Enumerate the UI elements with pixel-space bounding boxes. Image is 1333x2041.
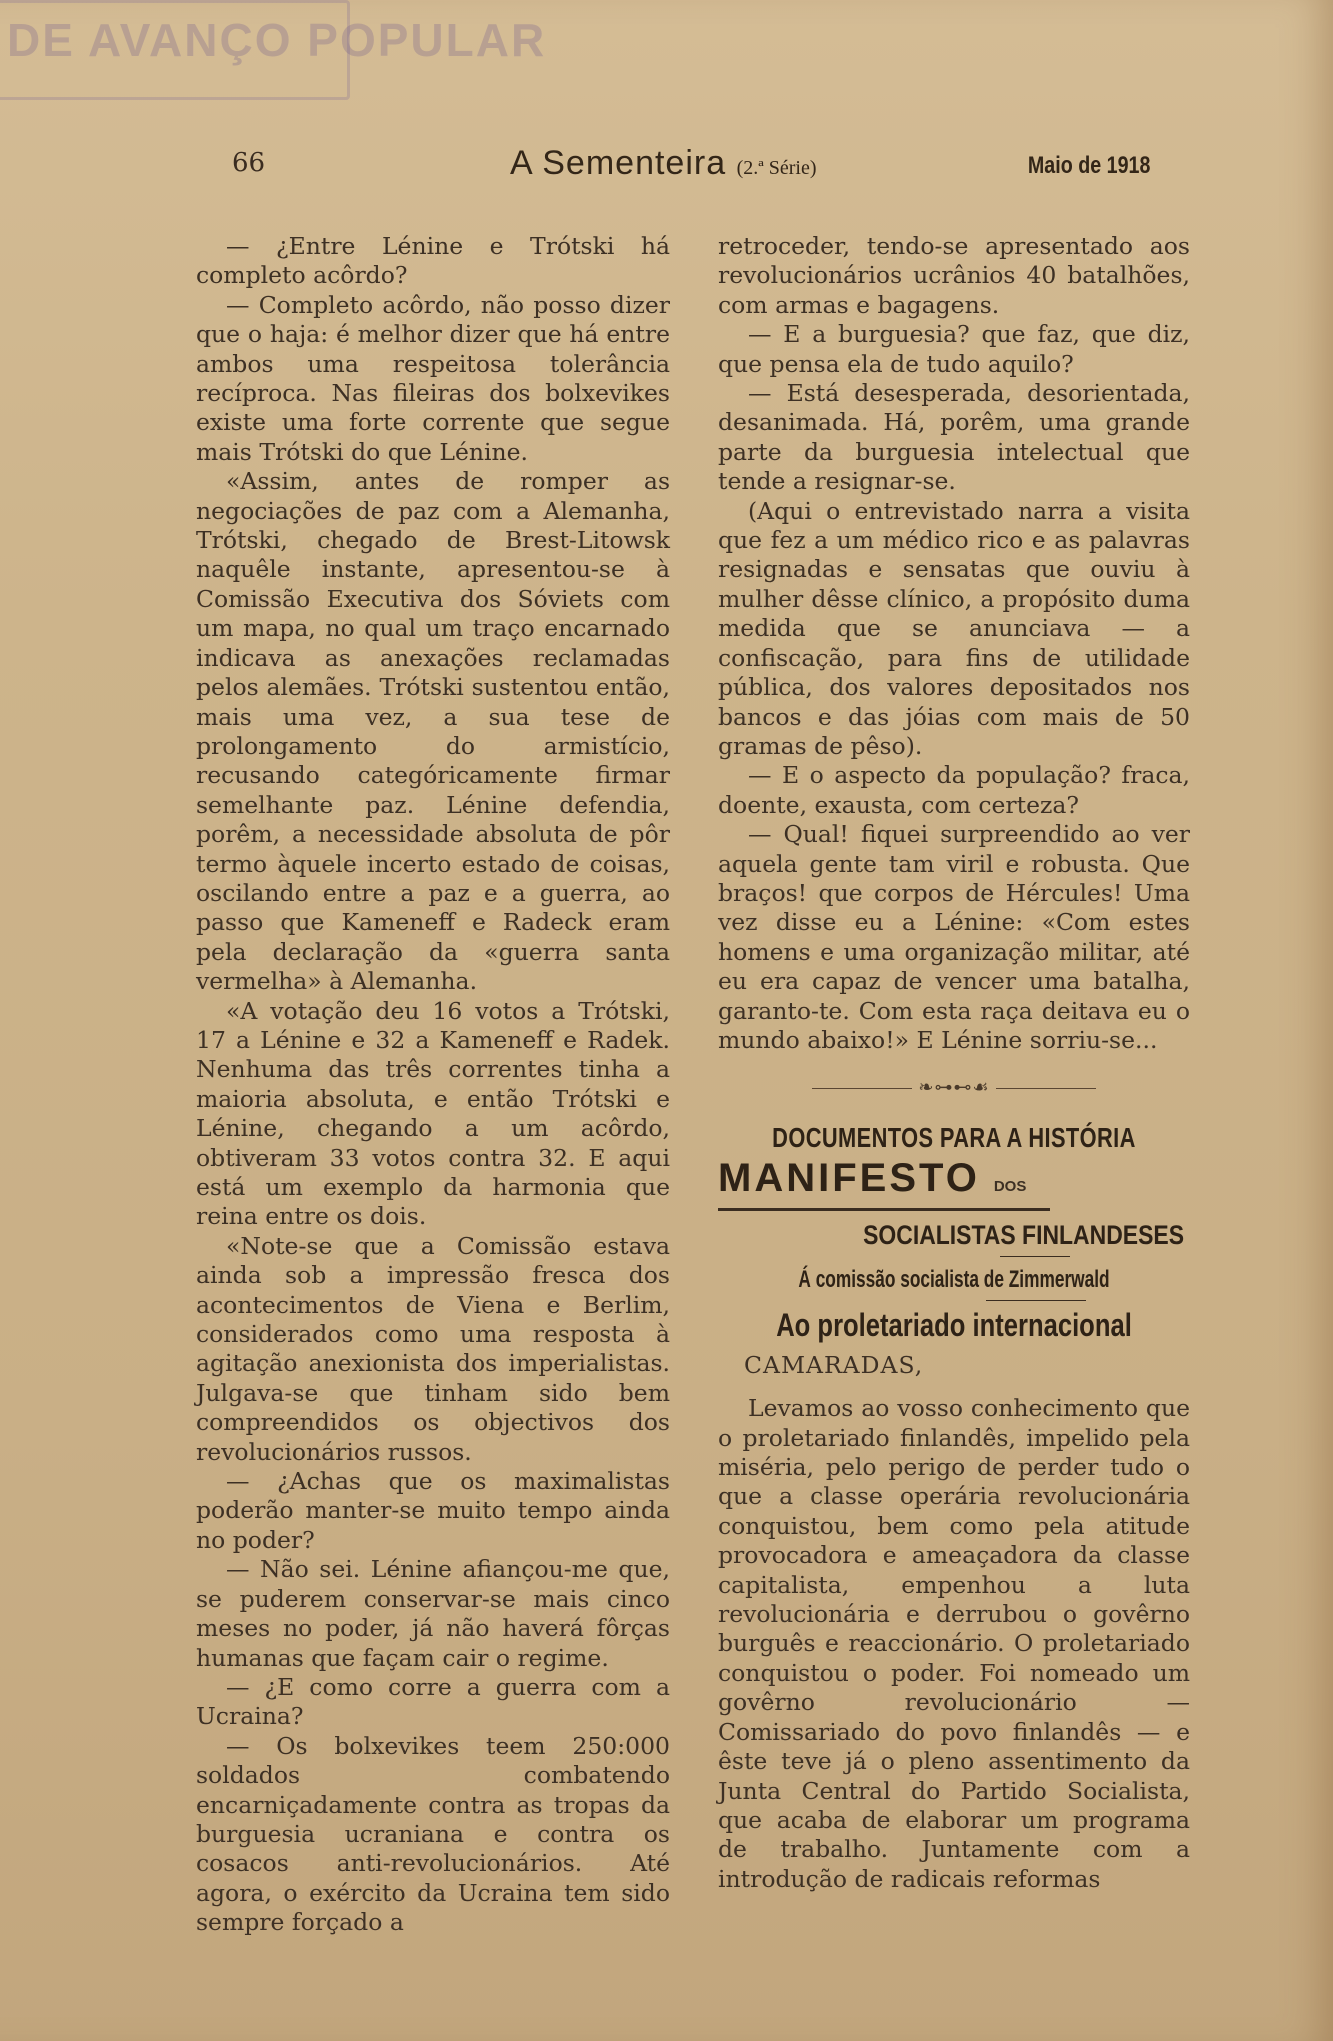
ornamental-divider <box>718 1073 1190 1102</box>
documents-heading: DOCUMENTOS PARA A HISTÓRIA <box>772 1121 1136 1153</box>
left-column <box>196 232 670 1938</box>
paragraph: — ¿E como corre a guerra com a Ucraina? <box>196 1672 670 1731</box>
paragraph: — ¿Entre Lénine e Trótski há completo acôrdo? <box>196 232 670 290</box>
library-stamp <box>0 0 547 100</box>
paragraph: — E a burguesia? que faz, que diz, que pensa ela de tudo aquilo? <box>718 320 1190 378</box>
paragraph: (Aqui o entrevistado narra a visita que fez a um médico rico e as palavras resignadas e sensatas que ouviu à mulher dêsse clínico, a propósito duma medida que se anunciava — a confiscação, para fins de utilidade pública, dos valores depositados nos bancos e das jóias com mais de 50 gramas de pêso). <box>718 496 1190 760</box>
paragraph: — Completo acôrdo, não posso dizer que o haja: é melhor dizer que há entre ambos uma respeitosa tolerância recíproca. Nas fileiras dos bolxevikes existe uma forte corrente que segue mais Trótski do que Lénine. <box>196 290 670 466</box>
manifesto-title-row <box>718 1156 1050 1210</box>
right-column <box>718 232 1190 1894</box>
journal-title <box>510 144 817 183</box>
manifesto-body: Levamos ao vosso conhecimento que o proletariado finlandês, impelido pela miséria, pelo perigo de perder tudo o que a classe operária revolucionária conquistou, bem como pela atitude provocadora e ameaçadora da classe capitalista, empenhou a luta revolucionária e derrubou o govêrno burguês e reaccionário. O proletariado conquistou o poder. Foi nomeado um govêrno revolucionário — Comissariado do povo finlandês — e êste teve já o pleno assentimento da Junta Central do Partido Socialista, que acaba de elaborar um programa de trabalho. Juntamente com a introdução de radicais reformas <box>718 1394 1190 1893</box>
stamp-text: DE AVANÇO POPULAR <box>7 14 547 66</box>
manifesto-title: MANIFESTO <box>718 1156 980 1201</box>
salutation: CAMARADAS, <box>744 1350 924 1379</box>
paragraph: — Não sei. Lénine afiançou-me que, se puderem conservar-se mais cinco meses no poder, já não haverá fôrças humanas que façam cair o regime. <box>196 1555 670 1672</box>
socialistas-heading: SOCIALISTAS FINLANDESES <box>863 1219 1184 1250</box>
paragraph: — Está desesperada, desorientada, desanimada. Há, porêm, uma grande parte da burguesia intelectual que tende a resignar-se. <box>718 379 1190 496</box>
issue-date: Maio de 1918 <box>1027 152 1150 179</box>
journal-name: A Sementeira <box>510 144 727 182</box>
paragraph: — Os bolxevikes teem 250:000 soldados combatendo encarniçadamente contra as tropas da burguesia ucraniana e contra os cosacos anti-revolucionários. Até agora, o exército da Ucraina tem sido sempre forçado a <box>196 1731 670 1937</box>
series-label: (2.ª Série) <box>736 157 817 179</box>
paragraph: — E o aspecto da população? fraca, doente, exausta, com certeza? <box>718 761 1190 819</box>
paragraph: — Qual! fiquei surpreendido ao ver aquela gente tam viril e robusta. Que braços! que corpos de Hércules! Uma vez disse eu a Lénine: «Com estes homens e uma organização militar, até eu era capaz de vencer uma batalha, garanto-te. Com esta raça deitava eu o mundo abaixo!» E Lénine sorriu-se... <box>718 820 1190 1054</box>
proletariado-heading: Ao proletariado internacional <box>776 1307 1132 1344</box>
short-rule <box>986 1300 1086 1301</box>
ornament-icon: ❧⊶⊷☙ <box>918 1077 990 1099</box>
short-rule <box>1000 1256 1070 1257</box>
paragraph: «A votação deu 16 votos a Trótski, 17 a Lénine e 32 a Kameneff e Radek. Nenhuma das três correntes tinha a maioria absoluta, e então Trótski e Lénine, chegando a um acôrdo, obtiveram 33 votos contra 32. E aqui está um exemplo da harmonia que reina entre os dois. <box>196 996 670 1231</box>
manifesto-dos: DOS <box>993 1178 1027 1196</box>
paragraph: — ¿Achas que os maximalistas poderão manter-se muito tempo ainda no poder? <box>196 1467 670 1554</box>
paragraph: «Note-se que a Comissão estava ainda sob a impressão fresca dos acontecimentos de Viena e Berlim, considerados como uma resposta à agitação anexionista dos imperialistas. Julgava-se que tinham sido bem compreendidos os objectivos dos revolucionários russos. <box>196 1231 670 1466</box>
paragraph: retroceder, tendo-se apresentado aos revolucionários ucrânios 40 batalhões, com armas e bagagens. <box>718 232 1190 319</box>
page-header <box>200 144 1170 198</box>
paragraph: «Assim, antes de romper as negociações de paz com a Alemanha, Trótski, chegado de Brest-Litowsk naquêle instante, apresentou-se à Comissão Executiva dos Sóviets com um mapa, no qual um traço encarnado indicava as anexações reclamadas pelos alemães. Trótski sustentou então, mais uma vez, a sua tese de prolongamento do armistício, recusando categóricamente firmar semelhante paz. Lénine defendia, porêm, a necessidade absoluta de pôr termo àquele incerto estado de coisas, oscilando entre a paz e a guerra, ao passo que Kameneff e Radeck eram pela declaração da «guerra santa vermelha» à Alemanha. <box>196 467 670 996</box>
comissao-heading: Á comissão socialista de Zimmerwald <box>798 1266 1110 1293</box>
page-number: 66 <box>232 148 266 178</box>
